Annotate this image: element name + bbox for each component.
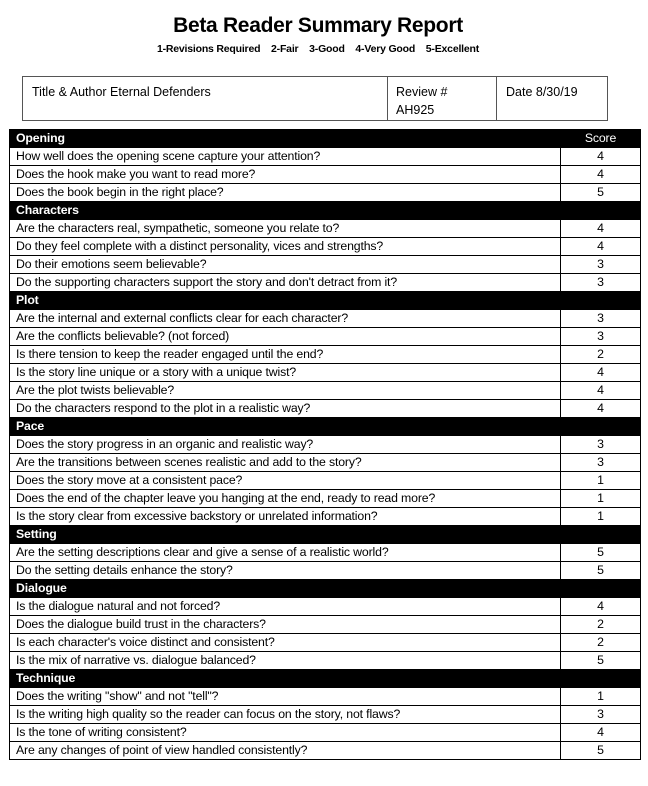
score-value: 5 xyxy=(561,562,641,580)
score-value: 4 xyxy=(561,238,641,256)
date-field: Date 8/30/19 xyxy=(506,85,578,99)
section-title: Characters xyxy=(10,202,561,220)
section-title: Pace xyxy=(10,418,561,436)
score-value: 3 xyxy=(561,310,641,328)
question-text: Does the story move at a consistent pace? xyxy=(10,472,561,490)
score-value: 4 xyxy=(561,220,641,238)
table-row xyxy=(10,310,641,328)
question-text: How well does the opening scene capture your attention? xyxy=(10,148,561,166)
table-row xyxy=(10,598,641,616)
section-header-row xyxy=(10,418,641,436)
section-header-row xyxy=(10,670,641,688)
question-text: Does the hook make you want to read more? xyxy=(10,166,561,184)
table-row xyxy=(10,364,641,382)
review-number-field xyxy=(388,77,497,120)
question-text: Are the conflicts believable? (not forced) xyxy=(10,328,561,346)
score-value: 1 xyxy=(561,490,641,508)
score-value: 3 xyxy=(561,256,641,274)
question-text: Is the writing high quality so the reader can focus on the story, not flaws? xyxy=(10,706,561,724)
table-row xyxy=(10,706,641,724)
question-text: Do the supporting characters support the story and don't detract from it? xyxy=(10,274,561,292)
review-value: AH925 xyxy=(396,103,435,117)
score-column-header: Score xyxy=(561,130,641,148)
legend-item: 1-Revisions Required xyxy=(156,43,261,55)
question-text: Does the dialogue build trust in the characters? xyxy=(10,616,561,634)
table-row xyxy=(10,436,641,454)
title-author-field: Title & Author Eternal Defenders xyxy=(23,77,388,120)
score-column-header xyxy=(561,580,641,598)
table-row xyxy=(10,220,641,238)
table-row xyxy=(10,328,641,346)
score-column-header xyxy=(561,526,641,544)
question-text: Does the end of the chapter leave you hanging at the end, ready to read more? xyxy=(10,490,561,508)
question-text: Is the dialogue natural and not forced? xyxy=(10,598,561,616)
question-text: Do the setting details enhance the story? xyxy=(10,562,561,580)
score-value: 3 xyxy=(561,328,641,346)
score-value: 1 xyxy=(561,508,641,526)
table-row xyxy=(10,688,641,706)
section-header-row xyxy=(10,292,641,310)
score-value: 2 xyxy=(561,634,641,652)
score-value: 2 xyxy=(561,346,641,364)
score-column-header xyxy=(561,202,641,220)
question-text: Is the tone of writing consistent? xyxy=(10,724,561,742)
table-row xyxy=(10,616,641,634)
question-text: Do the characters respond to the plot in a realistic way? xyxy=(10,400,561,418)
score-value: 4 xyxy=(561,400,641,418)
question-text: Are any changes of point of view handled consistently? xyxy=(10,742,561,760)
score-column-header xyxy=(561,418,641,436)
score-value: 1 xyxy=(561,472,641,490)
question-text: Is the story line unique or a story with a unique twist? xyxy=(10,364,561,382)
score-value: 4 xyxy=(561,364,641,382)
table-row xyxy=(10,508,641,526)
question-text: Is the story clear from excessive backstory or unrelated information? xyxy=(10,508,561,526)
section-title: Technique xyxy=(10,670,561,688)
score-value: 4 xyxy=(561,724,641,742)
legend-item: 4-Very Good xyxy=(355,43,416,55)
table-row xyxy=(10,724,641,742)
table-row xyxy=(10,490,641,508)
table-row xyxy=(10,634,641,652)
table-row xyxy=(10,472,641,490)
section-header-row xyxy=(10,580,641,598)
table-row xyxy=(10,742,641,760)
score-value: 2 xyxy=(561,616,641,634)
score-column-header xyxy=(561,670,641,688)
table-row xyxy=(10,148,641,166)
score-value: 5 xyxy=(561,652,641,670)
table-row xyxy=(10,652,641,670)
question-text: Are the plot twists believable? xyxy=(10,382,561,400)
table-row xyxy=(10,562,641,580)
score-column-header xyxy=(561,292,641,310)
question-text: Are the transitions between scenes realistic and add to the story? xyxy=(10,454,561,472)
legend-item: 2-Fair xyxy=(271,43,299,55)
score-value: 4 xyxy=(561,598,641,616)
score-value: 5 xyxy=(561,544,641,562)
table-row xyxy=(10,238,641,256)
score-value: 5 xyxy=(561,742,641,760)
question-text: Are the characters real, sympathetic, someone you relate to? xyxy=(10,220,561,238)
table-row xyxy=(10,256,641,274)
legend-item: 5-Excellent xyxy=(425,43,480,55)
table-row xyxy=(10,400,641,418)
question-text: Is the mix of narrative vs. dialogue balanced? xyxy=(10,652,561,670)
section-title: Dialogue xyxy=(10,580,561,598)
table-row xyxy=(10,166,641,184)
score-value: 3 xyxy=(561,706,641,724)
question-text: Do they feel complete with a distinct personality, vices and strengths? xyxy=(10,238,561,256)
score-value: 3 xyxy=(561,274,641,292)
page-title: Beta Reader Summary Report xyxy=(173,14,463,37)
rating-legend xyxy=(0,43,636,55)
score-value: 5 xyxy=(561,184,641,202)
question-text: Is there tension to keep the reader engaged until the end? xyxy=(10,346,561,364)
section-title: Setting xyxy=(10,526,561,544)
table-row xyxy=(10,382,641,400)
info-box xyxy=(22,76,608,121)
score-value: 3 xyxy=(561,454,641,472)
section-title: Opening xyxy=(10,130,561,148)
section-header-row xyxy=(10,202,641,220)
score-value: 4 xyxy=(561,148,641,166)
table-row xyxy=(10,544,641,562)
question-text: Does the story progress in an organic and realistic way? xyxy=(10,436,561,454)
score-value: 4 xyxy=(561,382,641,400)
question-text: Do their emotions seem believable? xyxy=(10,256,561,274)
table-row xyxy=(10,274,641,292)
question-text: Does the book begin in the right place? xyxy=(10,184,561,202)
section-title: Plot xyxy=(10,292,561,310)
table-row xyxy=(10,184,641,202)
score-table xyxy=(9,129,641,760)
section-header-row xyxy=(10,526,641,544)
question-text: Does the writing "show" and not "tell"? xyxy=(10,688,561,706)
review-label: Review # xyxy=(396,85,448,99)
legend-item: 3-Good xyxy=(309,43,345,55)
question-text: Are the internal and external conflicts clear for each character? xyxy=(10,310,561,328)
question-text: Is each character's voice distinct and consistent? xyxy=(10,634,561,652)
score-value: 4 xyxy=(561,166,641,184)
question-text: Are the setting descriptions clear and give a sense of a realistic world? xyxy=(10,544,561,562)
table-row xyxy=(10,346,641,364)
section-header-row xyxy=(10,130,641,148)
score-value: 3 xyxy=(561,436,641,454)
table-row xyxy=(10,454,641,472)
score-value: 1 xyxy=(561,688,641,706)
